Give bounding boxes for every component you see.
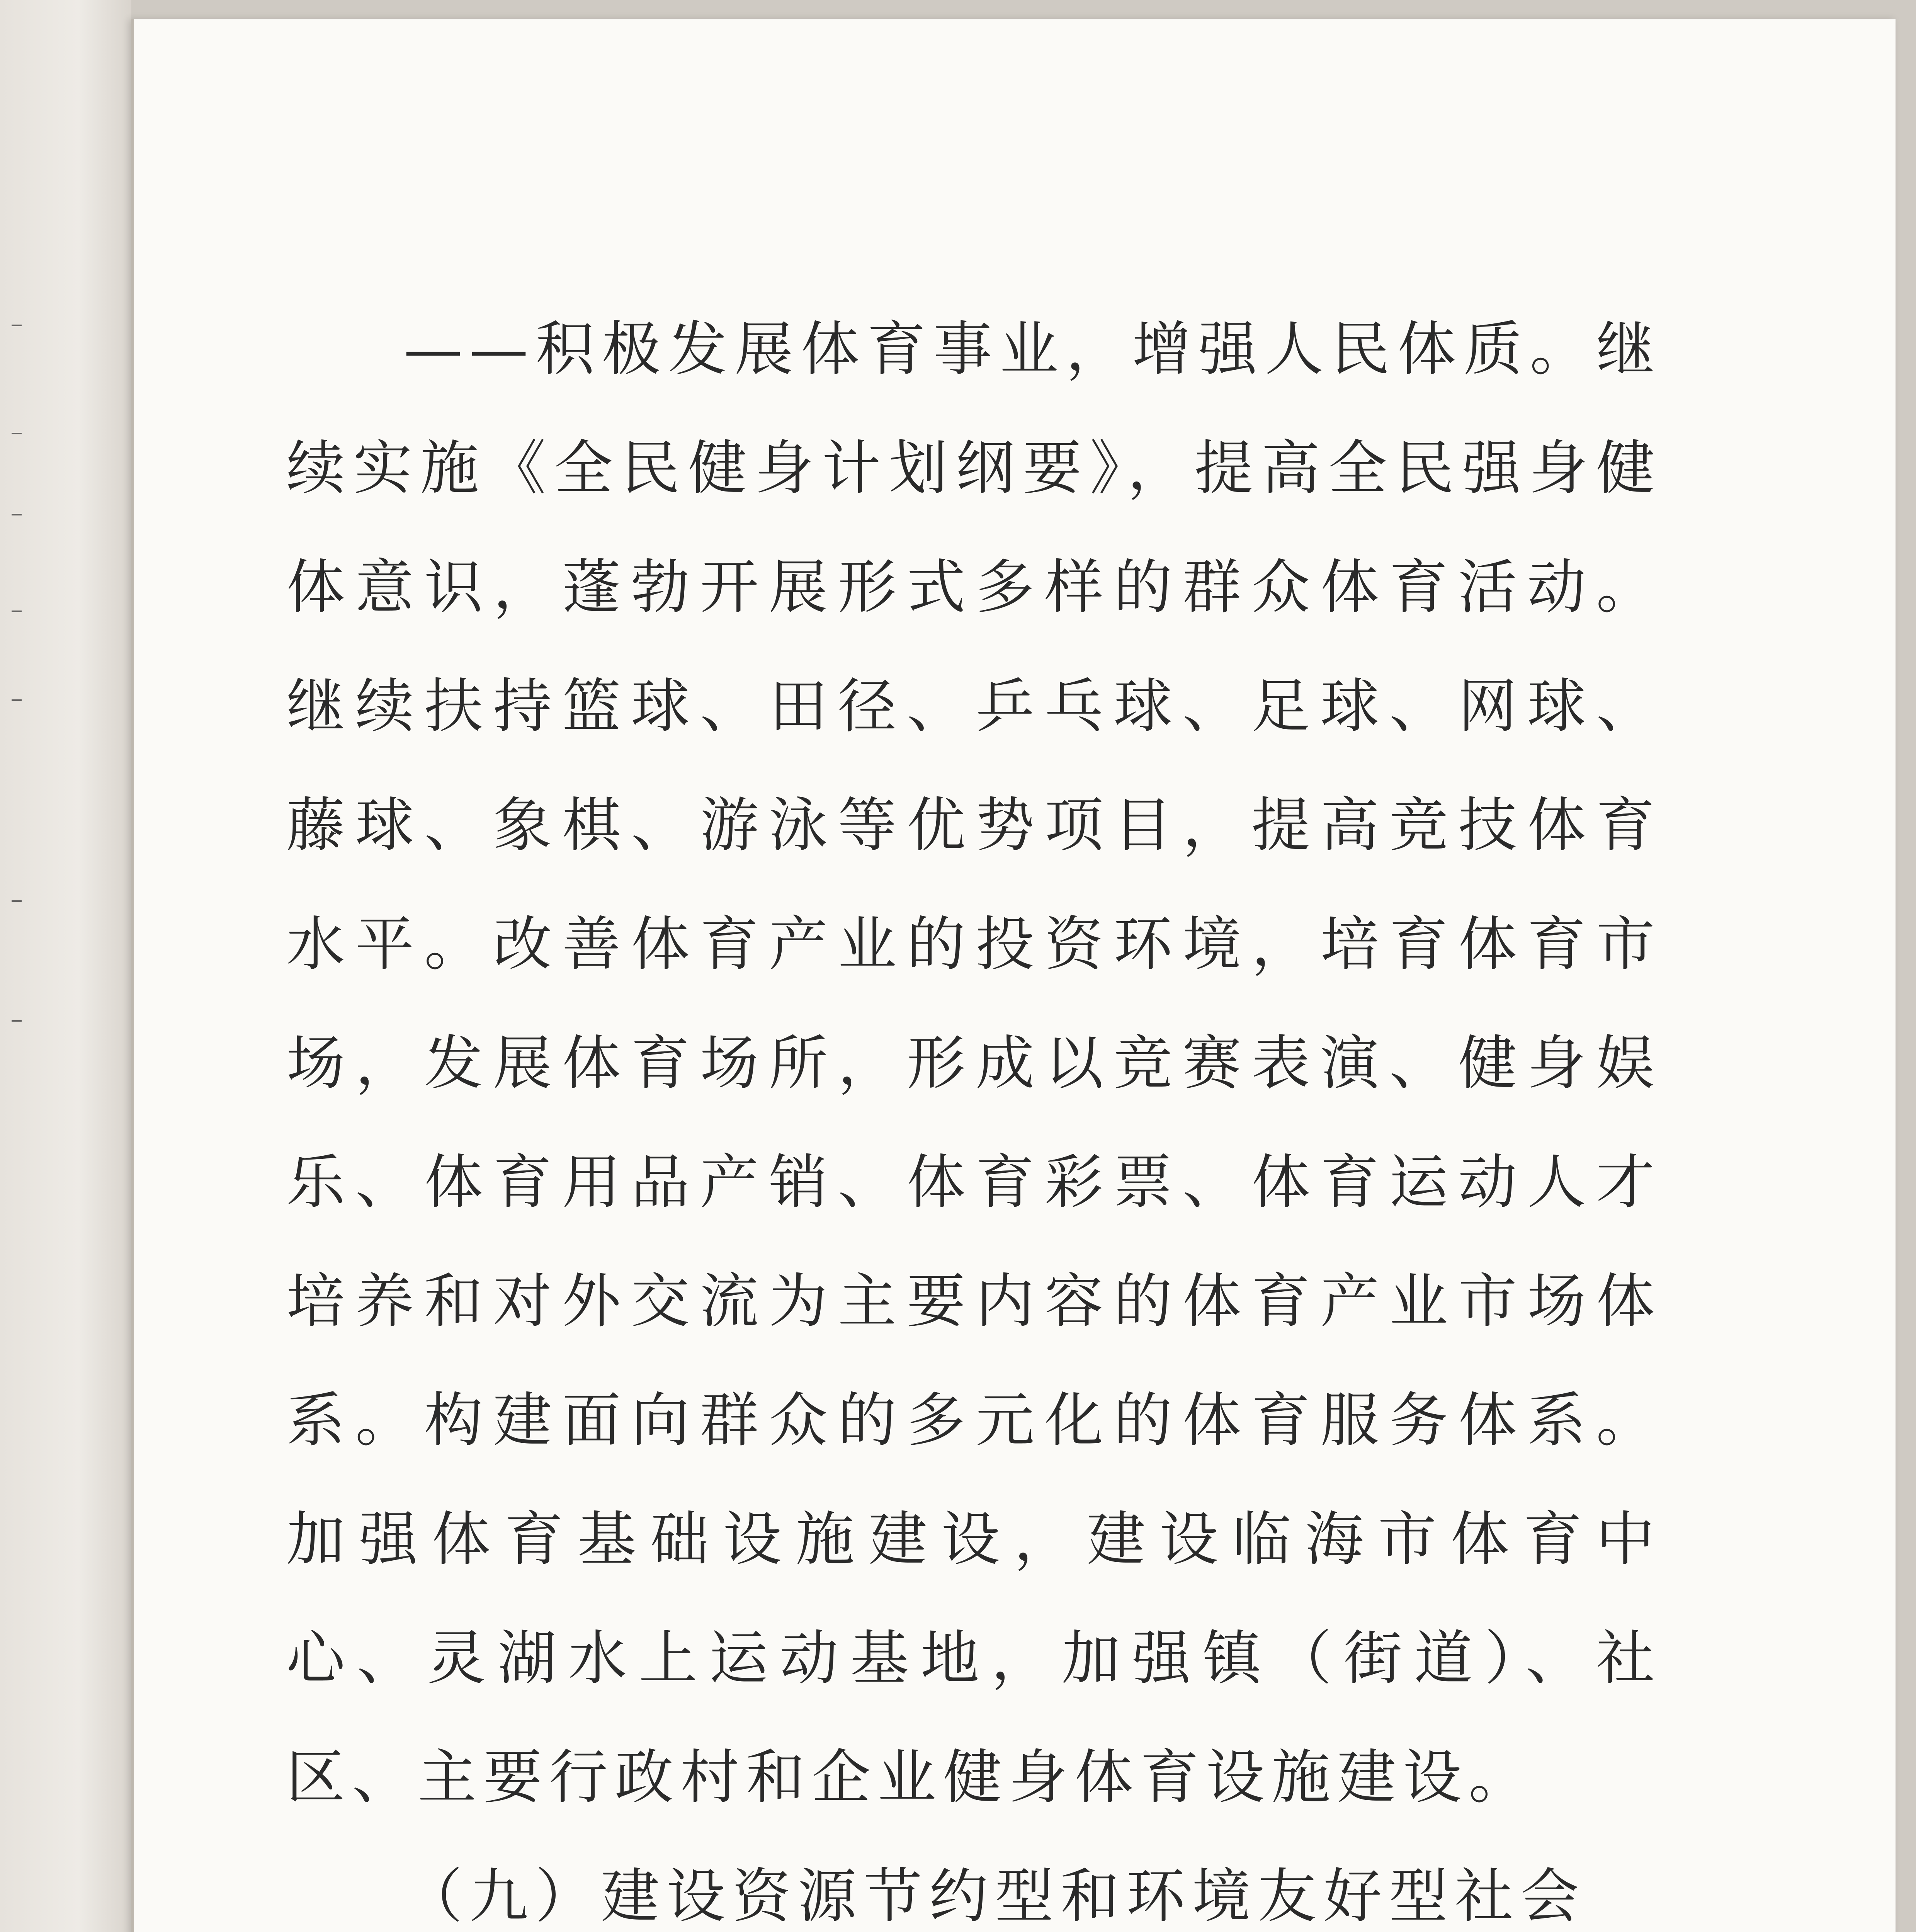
- body-text: [286, 290, 1662, 1932]
- margin-mark: [12, 611, 22, 612]
- section-heading-resource-saving-society: （九）建设资源节约型和环境友好型社会: [404, 1862, 1586, 1930]
- margin-mark: [12, 699, 22, 701]
- margin-mark: [12, 900, 22, 902]
- margin-mark: [12, 325, 22, 326]
- document-page: [131, 19, 1896, 1932]
- margin-mark: [12, 433, 22, 434]
- margin-mark: [12, 1020, 22, 1022]
- paragraph-sports-development: ——积极发展体育事业，增强人民体质。继续实施《全民健身计划纲要》，提高全民强身健体意识，蓬勃开展形式多样的群众体育活动。继续扶持篮球、田径、乒乓球、足球、网球、藤球、象棋、游泳等优势项目，提高竞技体育水平。改善体育产业的投资环境，培育体育市场，发展体育场所，形成以竞赛表演、健身娱乐、体育用品产销、体育彩票、体育运动人才培养和对外交流为主要内容的体育产业市场体系。构建面向群众的多元化的体育服务体系。加强体育基础设施建设，建设临海市体育中心、灵湖水上运动基地，加强镇（街道）、社区、主要行政村和企业健身体育设施建设。: [286, 315, 1662, 1811]
- margin-mark: [12, 514, 22, 515]
- adjacent-page-edge: [0, 0, 131, 1932]
